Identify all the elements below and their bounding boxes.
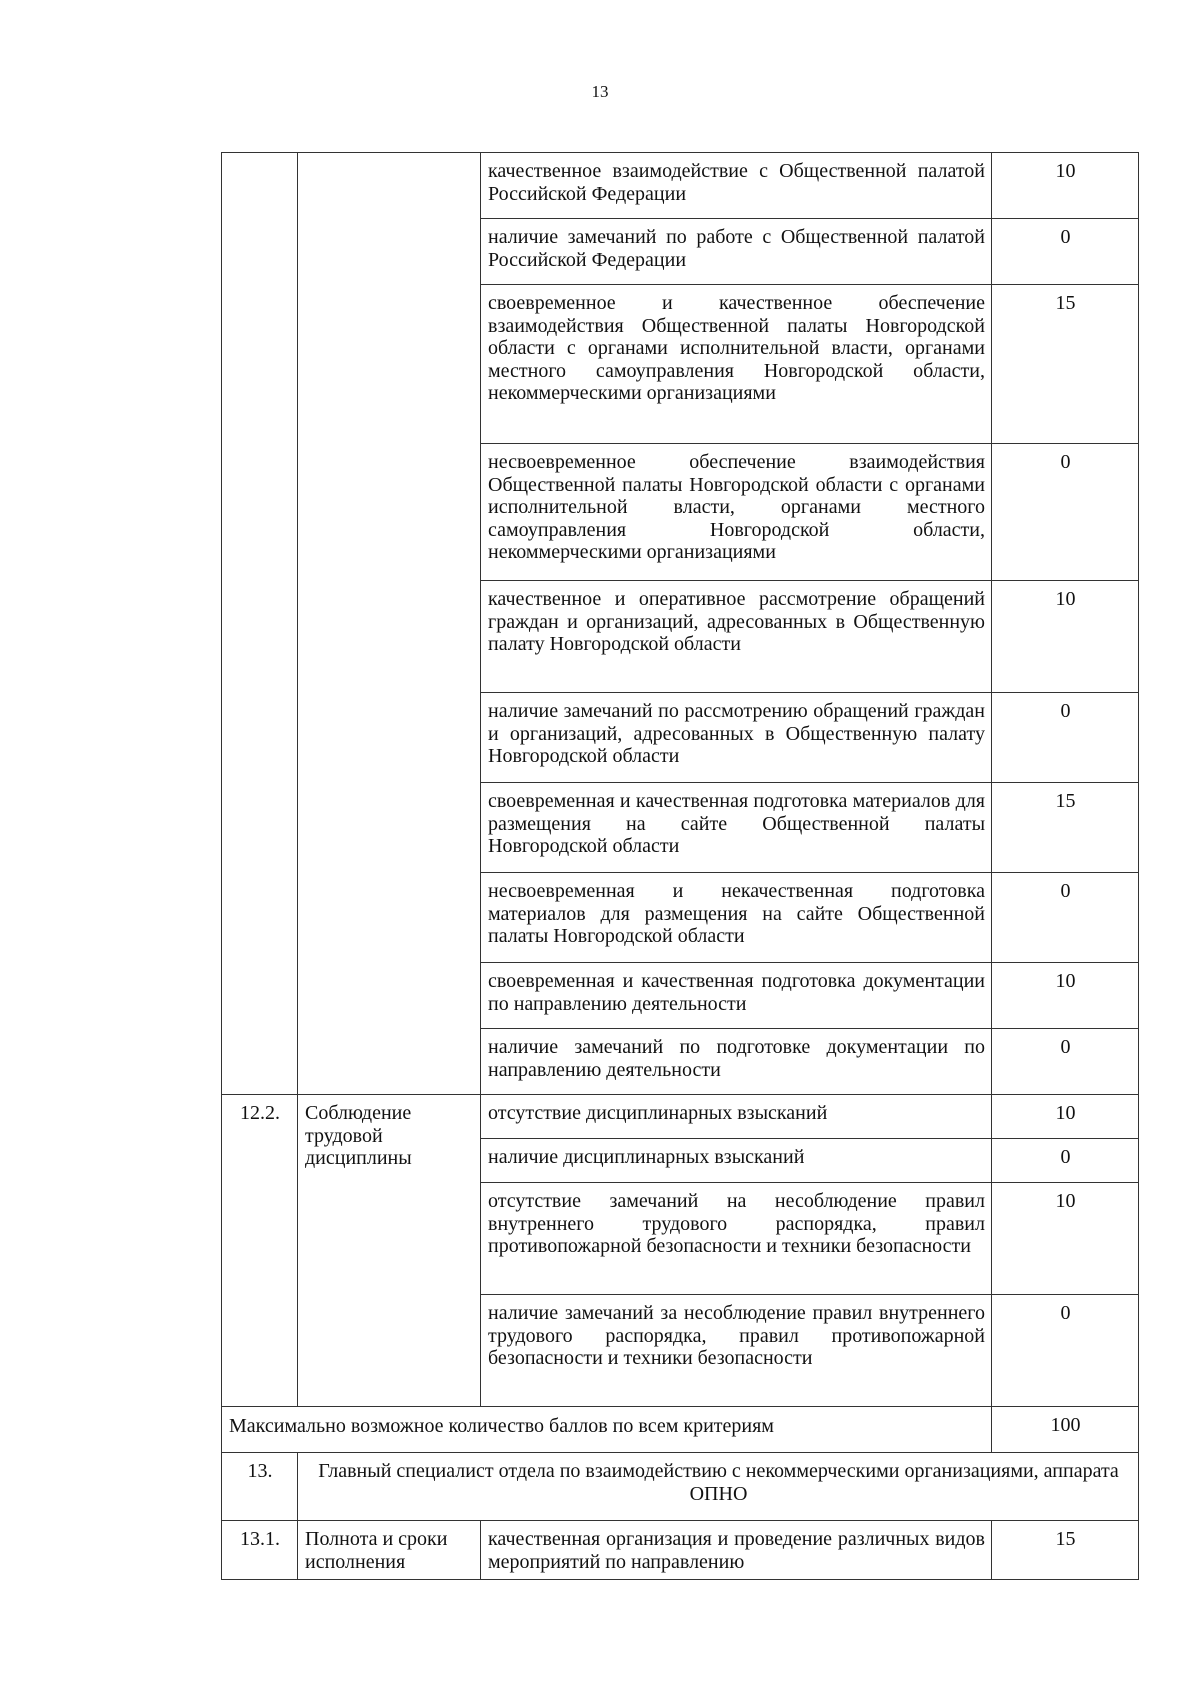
criteria-table (221, 152, 1139, 1580)
points-value: 10 (992, 1095, 1139, 1139)
points-value: 10 (992, 963, 1139, 1029)
table-row (222, 153, 1139, 219)
points-value: 0 (992, 1029, 1139, 1095)
points-value: 15 (992, 1521, 1139, 1580)
indicator-text: качественное и оперативное рассмотрение обращений граждан и организаций, адресованных в Общественную палату Новгородской области (481, 581, 992, 693)
section-number: 13.1. (222, 1521, 298, 1580)
criterion-name: Полнота и сроки исполнения (298, 1521, 481, 1580)
points-value: 0 (992, 219, 1139, 285)
summary-points: 100 (992, 1407, 1139, 1453)
points-value: 0 (992, 873, 1139, 963)
indicator-text: наличие замечаний по работе с Общественной палатой Российской Федерации (481, 219, 992, 285)
indicator-text: отсутствие замечаний на несоблюдение правил внутреннего трудового распорядка, правил противопожарной безопасности и техники безопасности (481, 1183, 992, 1295)
points-value: 15 (992, 285, 1139, 444)
section-number: 12.2. (222, 1095, 298, 1407)
criterion-cell-empty (298, 153, 481, 1095)
table-row (222, 1453, 1139, 1521)
indicator-text: качественное взаимодействие с Общественной палатой Российской Федерации (481, 153, 992, 219)
table-row (222, 1521, 1139, 1580)
section-number: 13. (222, 1453, 298, 1521)
indicator-text: несвоевременное обеспечение взаимодействия Общественной палаты Новгородской области с органами исполнительной власти, органами местного самоуправления Новгородской области, некоммерческими организациями (481, 444, 992, 581)
summary-label: Максимально возможное количество баллов по всем критериям (222, 1407, 992, 1453)
points-value: 10 (992, 581, 1139, 693)
table-row (222, 1095, 1139, 1139)
criterion-name: Соблюдение трудовой дисциплины (298, 1095, 481, 1407)
points-value: 10 (992, 1183, 1139, 1295)
indicator-text: своевременная и качественная подготовка материалов для размещения на сайте Общественной палаты Новгородской области (481, 783, 992, 873)
points-value: 0 (992, 693, 1139, 783)
points-value: 0 (992, 1295, 1139, 1407)
table-row (222, 1407, 1139, 1453)
points-value: 0 (992, 1139, 1139, 1183)
indicator-text: наличие замечаний за несоблюдение правил внутреннего трудового распорядка, правил противопожарной безопасности и техники безопасности (481, 1295, 992, 1407)
points-value: 10 (992, 153, 1139, 219)
number-cell-empty (222, 153, 298, 1095)
indicator-text: своевременная и качественная подготовка документации по направлению деятельности (481, 963, 992, 1029)
indicator-text: несвоевременная и некачественная подготовка материалов для размещения на сайте Общественной палаты Новгородской области (481, 873, 992, 963)
points-value: 15 (992, 783, 1139, 873)
indicator-text: своевременное и качественное обеспечение взаимодействия Общественной палаты Новгородской области с органами исполнительной власти, органами местного самоуправления Новгородской области, некоммерческими организациями (481, 285, 992, 444)
indicator-text: наличие замечаний по рассмотрению обращений граждан и организаций, адресованных в Общественную палату Новгородской области (481, 693, 992, 783)
page-number: 13 (591, 82, 609, 101)
points-value: 0 (992, 444, 1139, 581)
section-title: Главный специалист отдела по взаимодействию с некоммерческими организациями, аппарата ОПНО (298, 1453, 1139, 1521)
indicator-text: наличие замечаний по подготовке документации по направлению деятельности (481, 1029, 992, 1095)
indicator-text: качественная организация и проведение различных видов мероприятий по направлению (481, 1521, 992, 1580)
indicator-text: наличие дисциплинарных взысканий (481, 1139, 992, 1183)
indicator-text: отсутствие дисциплинарных взысканий (481, 1095, 992, 1139)
